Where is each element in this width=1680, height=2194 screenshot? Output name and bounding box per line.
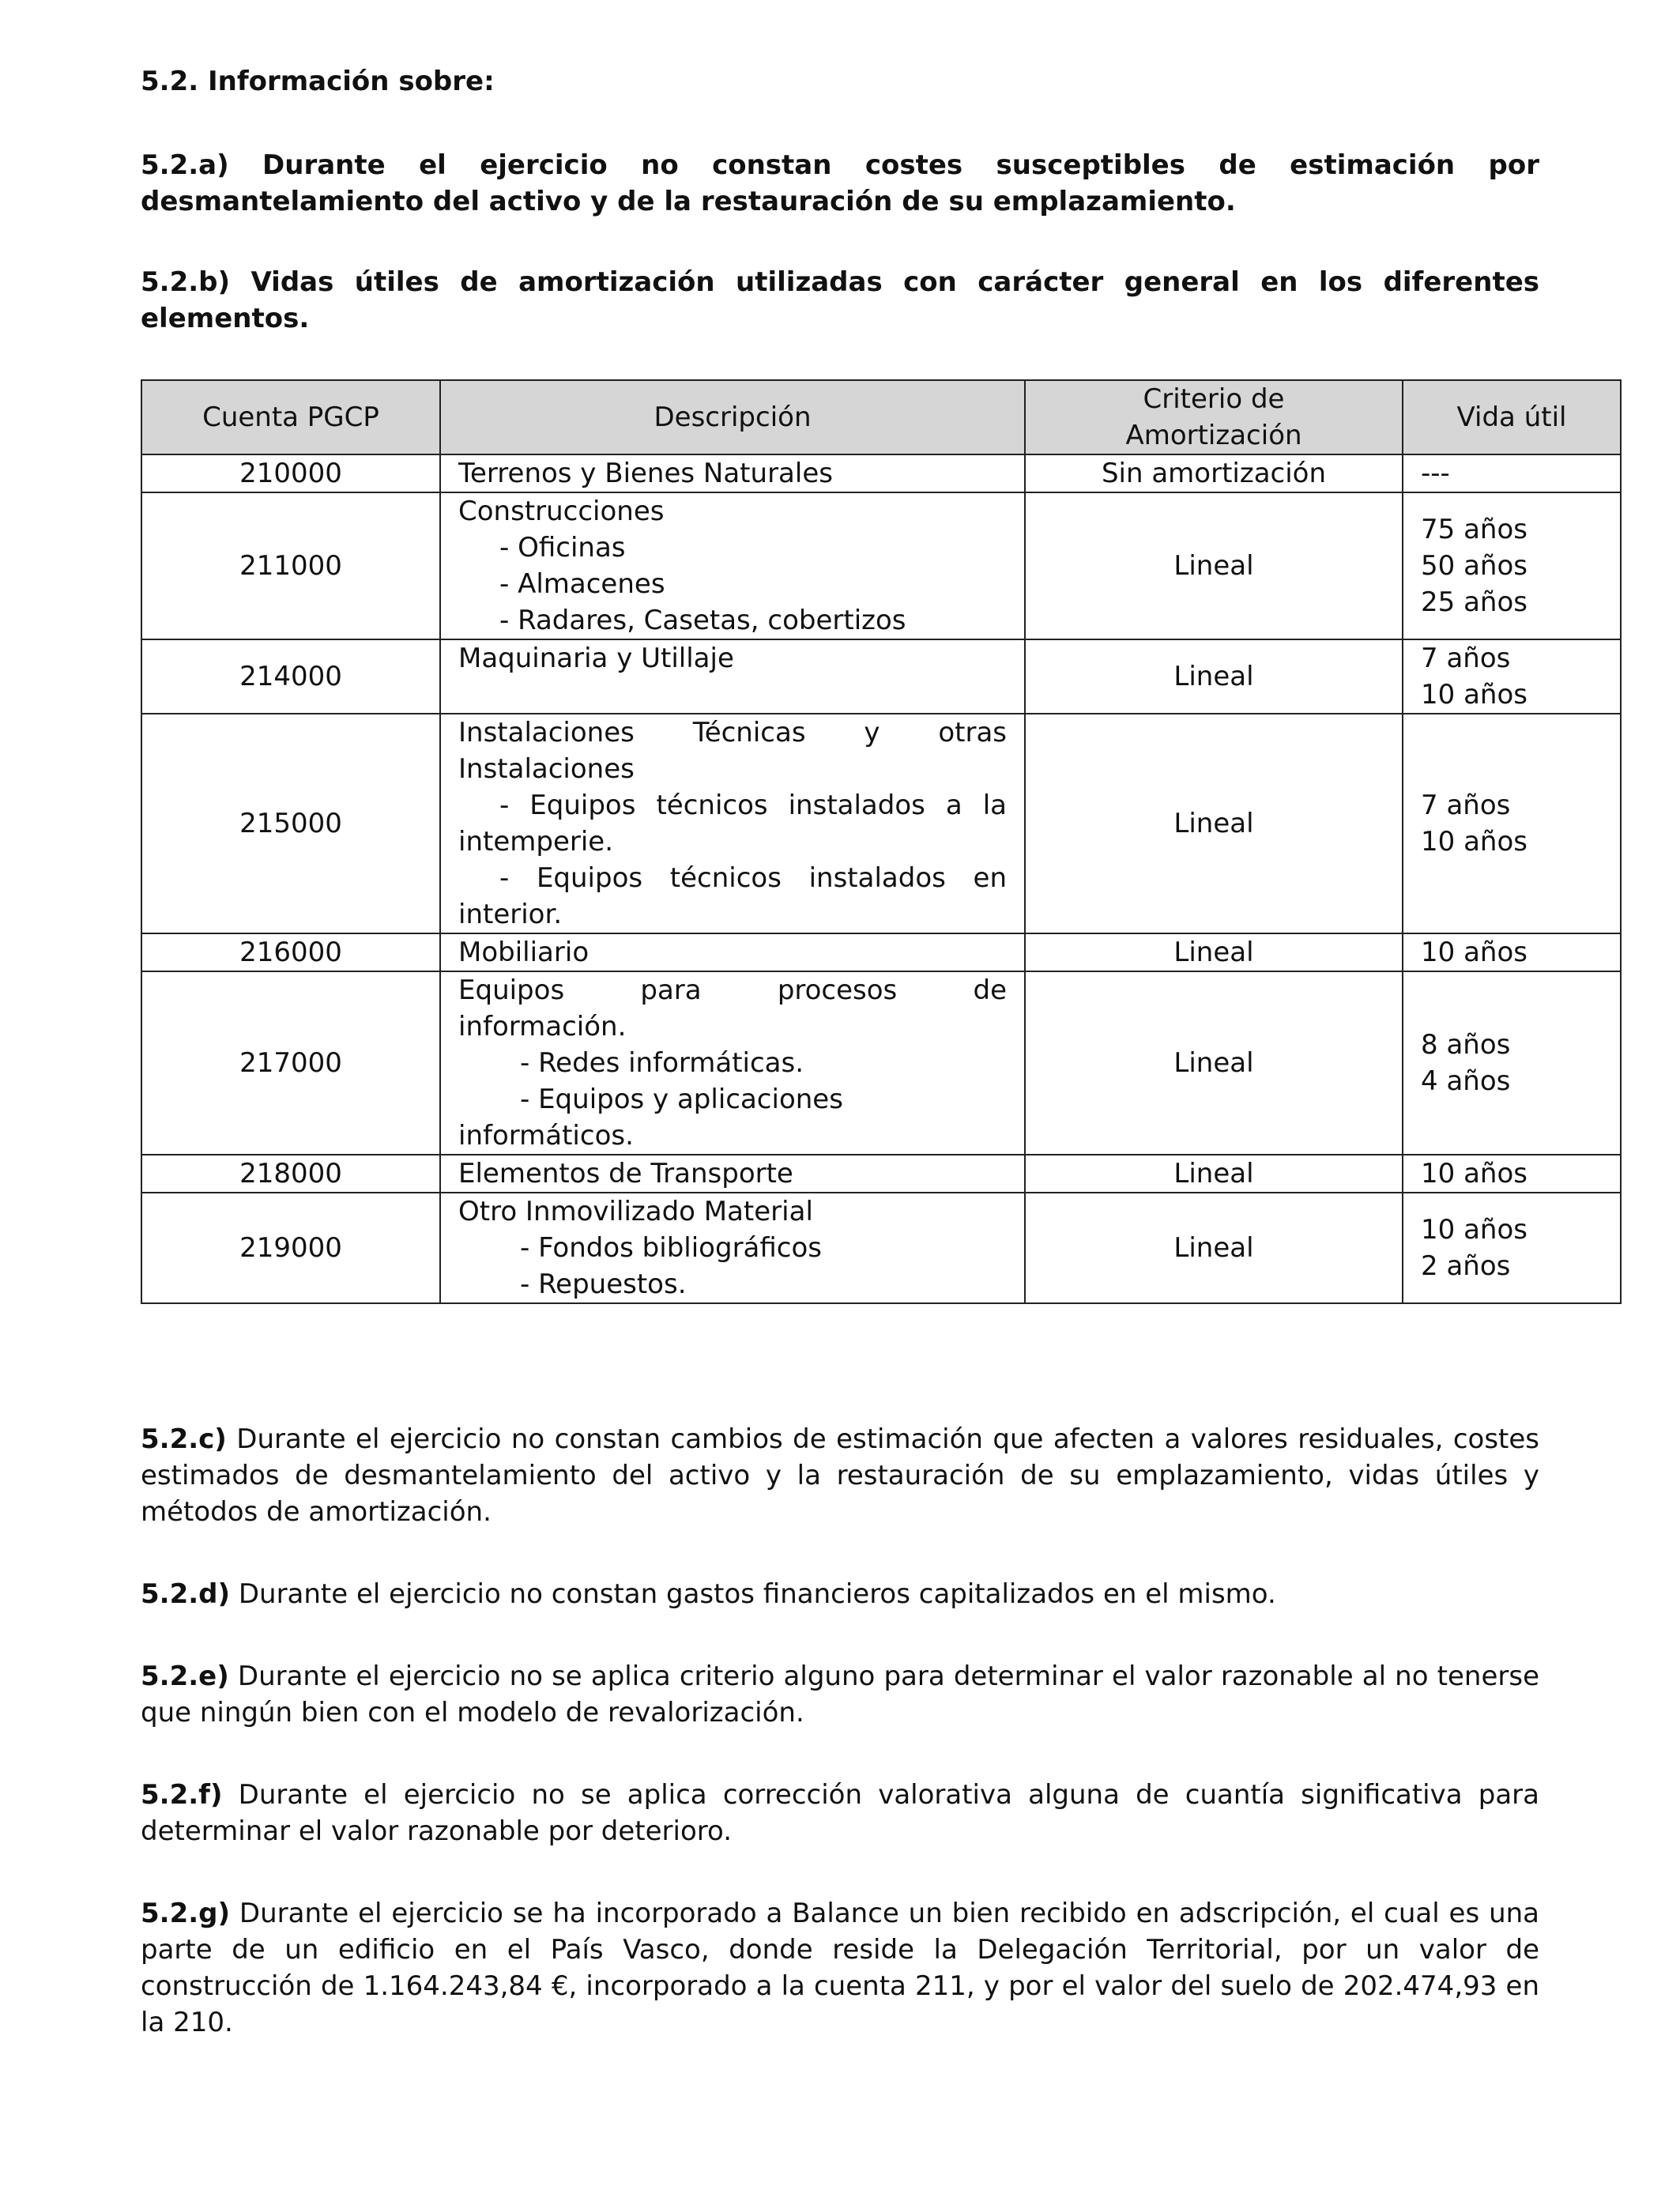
paragraph-e: [141, 1658, 1539, 1731]
desc-line: informáticos.: [458, 1120, 634, 1152]
cell-descripcion: [440, 1193, 1025, 1303]
desc-line: información.: [458, 1011, 627, 1042]
cell-criterio: Lineal: [1025, 1155, 1403, 1193]
cell-vida-util: [1403, 933, 1621, 971]
paragraph-g-block: [141, 1895, 1539, 2041]
cell-cuenta: 214000: [141, 639, 440, 714]
paragraph-c-block: [141, 1421, 1539, 1530]
cell-criterio: Lineal: [1025, 639, 1403, 714]
desc-line: Construcciones: [458, 496, 665, 527]
paragraph-d-block: [141, 1576, 1539, 1612]
paragraph-f-label: 5.2.f): [141, 1779, 223, 1811]
vida-line: 10 años: [1421, 679, 1527, 711]
header-descripcion: Descripción: [440, 380, 1025, 454]
desc-line: - Equipos técnicos instalados en: [499, 862, 1007, 894]
paragraph-e-label: 5.2.e): [141, 1661, 229, 1692]
vida-line: ---: [1421, 458, 1450, 489]
desc-line: - Equipos técnicos instalados a la: [499, 790, 1007, 821]
cell-cuenta: 211000: [141, 492, 440, 639]
section-title-block: [141, 63, 1539, 100]
cell-criterio: Lineal: [1025, 1193, 1403, 1303]
cell-criterio: Sin amortización: [1025, 454, 1403, 492]
table-row: [141, 1193, 1621, 1303]
vida-line: 10 años: [1421, 1214, 1527, 1246]
cell-vida-util: [1403, 1155, 1621, 1193]
vida-line: 10 años: [1421, 937, 1527, 968]
cell-vida-util: [1403, 639, 1621, 714]
cell-criterio: Lineal: [1025, 492, 1403, 639]
paragraph-d-label: 5.2.d): [141, 1578, 231, 1610]
desc-line: Mobiliario: [458, 937, 590, 968]
paragraph-c-label: 5.2.c): [141, 1423, 227, 1455]
paragraph-e-text: Durante el ejercicio no se aplica criterio alguno para determinar el valor razonable al no tenerse que ningún bien con el modelo de revalorización.: [141, 1661, 1539, 1728]
vida-line: 50 años: [1421, 550, 1527, 582]
cell-descripcion: [440, 1155, 1025, 1193]
cell-criterio: Lineal: [1025, 714, 1403, 933]
table-row: [141, 492, 1621, 639]
desc-line: Otro Inmovilizado Material: [458, 1196, 813, 1227]
cell-cuenta: 218000: [141, 1155, 440, 1193]
cell-descripcion: [440, 639, 1025, 714]
cell-criterio: Lineal: [1025, 933, 1403, 971]
desc-line: Instalaciones: [458, 753, 635, 785]
section-title: 5.2. Información sobre:: [141, 66, 495, 97]
cell-cuenta: 216000: [141, 933, 440, 971]
paragraph-g-label: 5.2.g): [141, 1898, 231, 1929]
cell-descripcion: [440, 933, 1025, 971]
paragraph-b: 5.2.b) Vidas útiles de amortización utilizadas con carácter general en los diferentes elementos.: [141, 266, 1539, 334]
paragraph-g: [141, 1895, 1539, 2041]
vida-line: 8 años: [1421, 1029, 1511, 1061]
desc-line: intemperie.: [458, 826, 614, 858]
table-row: [141, 971, 1621, 1155]
table-header-row: [141, 380, 1621, 454]
vida-line: 75 años: [1421, 514, 1527, 545]
paragraph-a: 5.2.a) Durante el ejercicio no constan costes susceptibles de estimación por desmantelamiento del activo y de la restauración de su emplazamiento.: [141, 149, 1539, 217]
paragraph-c: [141, 1421, 1539, 1530]
cell-cuenta: 210000: [141, 454, 440, 492]
desc-line: - Fondos bibliográficos: [520, 1232, 823, 1264]
cell-criterio: Lineal: [1025, 971, 1403, 1155]
cell-descripcion: [440, 714, 1025, 933]
paragraph-e-block: [141, 1658, 1539, 1731]
paragraph-f-block: [141, 1777, 1539, 1849]
table-row: [141, 714, 1621, 933]
cell-vida-util: [1403, 454, 1621, 492]
desc-line: - Redes informáticas.: [520, 1047, 804, 1079]
cell-descripcion: [440, 454, 1025, 492]
header-criterio-line-2: Amortización: [1125, 420, 1302, 451]
paragraph-d: [141, 1576, 1539, 1612]
table-row: [141, 1155, 1621, 1193]
header-criterio-line-1: Criterio de: [1143, 383, 1285, 415]
desc-line: - Repuestos.: [520, 1269, 687, 1300]
header-vida-util: Vida útil: [1403, 380, 1621, 454]
cell-cuenta: 217000: [141, 971, 440, 1155]
paragraph-a-block: [141, 147, 1539, 220]
cell-vida-util: [1403, 492, 1621, 639]
paragraph-c-text: Durante el ejercicio no constan cambios de estimación que afecten a valores residuales, costes estimados de desmantelamiento del activo y la restauración de su emplazamiento, vidas útiles y métodos de amortización.: [141, 1423, 1539, 1528]
cell-vida-util: [1403, 714, 1621, 933]
amortization-table: [141, 379, 1622, 1304]
cell-cuenta: 219000: [141, 1193, 440, 1303]
header-criterio: [1025, 380, 1403, 454]
desc-line: - Equipos y aplicaciones: [520, 1084, 843, 1115]
desc-line: Elementos de Transporte: [458, 1158, 793, 1189]
desc-line: Instalaciones Técnicas y otras: [458, 717, 1007, 748]
paragraph-f: [141, 1777, 1539, 1849]
table-row: [141, 933, 1621, 971]
desc-line: Terrenos y Bienes Naturales: [458, 458, 833, 489]
desc-line: interior.: [458, 899, 563, 930]
cell-descripcion: [440, 971, 1025, 1155]
table-row: [141, 639, 1621, 714]
desc-line: Maquinaria y Utillaje: [458, 643, 734, 674]
vida-line: 7 años: [1421, 790, 1511, 821]
desc-line: - Almacenes: [499, 568, 665, 600]
paragraph-b-block: [141, 264, 1539, 337]
paragraph-f-text: Durante el ejercicio no se aplica corrección valorativa alguna de cuantía significativa para determinar el valor razonable por deterioro.: [141, 1779, 1539, 1847]
cell-vida-util: [1403, 1193, 1621, 1303]
vida-line: 10 años: [1421, 826, 1527, 858]
paragraph-d-text: Durante el ejercicio no constan gastos financieros capitalizados en el mismo.: [230, 1578, 1276, 1610]
vida-line: 25 años: [1421, 586, 1527, 618]
vida-line: 2 años: [1421, 1250, 1511, 1282]
vida-line: 7 años: [1421, 643, 1511, 674]
cell-vida-util: [1403, 971, 1621, 1155]
table-row: [141, 454, 1621, 492]
cell-descripcion: [440, 492, 1025, 639]
vida-line: 4 años: [1421, 1065, 1511, 1097]
desc-line: - Oficinas: [499, 532, 626, 564]
cell-cuenta: 215000: [141, 714, 440, 933]
desc-line: Equipos para procesos de: [458, 974, 1007, 1006]
paragraph-g-text: Durante el ejercicio se ha incorporado a Balance un bien recibido en adscripción, el cual es una parte de un edificio en el País Vasco, donde reside la Delegación Territorial, por un valor de construcción de 1.164.243,84 €, incorporado a la cuenta 211, y por el valor del suelo de 202.474,93 en la 210.: [141, 1898, 1539, 2038]
desc-line: - Radares, Casetas, cobertizos: [499, 605, 906, 636]
header-cuenta: Cuenta PGCP: [141, 380, 440, 454]
vida-line: 10 años: [1421, 1158, 1527, 1189]
